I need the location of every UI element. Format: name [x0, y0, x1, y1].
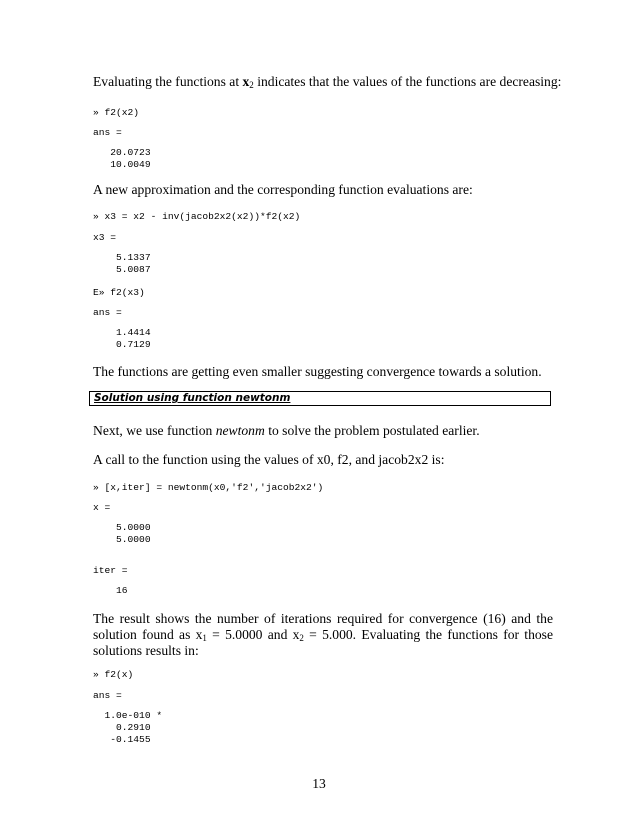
section-heading-box [89, 391, 551, 406]
code-output-values: 5.1337 5.0087 [116, 252, 151, 275]
paragraph-function-call: A call to the function using the values of x0, f2, and jacob2x2 is: [93, 452, 445, 467]
code-output-values: 1.0e-010 * 0.2910 -0.1455 [104, 710, 163, 745]
code-output-label: x3 = [93, 232, 117, 243]
code-command: » x3 = x2 - inv(jacob2x2(x2))*f2(x2) [93, 211, 301, 222]
code-command: E» f2(x3) [93, 287, 145, 298]
paragraph-newtonm-intro [93, 423, 588, 439]
code-output-label: iter = [93, 565, 128, 576]
paragraph-new-approximation: A new approximation and the corresponding function evaluations are: [93, 182, 473, 197]
text-run: to solve the problem postulated earlier. [264, 423, 480, 438]
text-run: = 5.000. Evaluating the functions for those solutions results in: [93, 627, 553, 658]
code-output-label: ans = [93, 127, 122, 138]
text-run: The result shows the number of iterations required for convergence (16) and the solution found as x [93, 611, 553, 642]
code-output-values: 5.0000 5.0000 [116, 522, 151, 545]
code-output-values: 20.0723 10.0049 [110, 147, 151, 170]
code-output-label: ans = [93, 307, 122, 318]
paragraph-convergence: The functions are getting even smaller suggesting convergence towards a solution. [93, 364, 542, 379]
text-run: Evaluating the functions at [93, 74, 243, 89]
code-command: » f2(x2) [93, 107, 140, 118]
code-output-values: 1.4414 0.7129 [116, 327, 151, 350]
function-name: newtonm [215, 423, 265, 438]
subscript: 2 [299, 633, 304, 643]
code-output-label: x = [93, 502, 111, 513]
text-run: = 5.0000 and x [206, 627, 300, 642]
code-output-label: ans = [93, 690, 122, 701]
code-output-values: 16 [93, 585, 128, 596]
paragraph-evaluating-x2 [93, 74, 588, 90]
variable-x: x [242, 74, 250, 89]
text-run: Next, we use function [93, 423, 216, 438]
page-number: 13 [312, 776, 326, 791]
paragraph-result [93, 611, 553, 659]
code-command: » [x,iter] = newtonm(x0,'f2','jacob2x2') [93, 482, 324, 493]
text-run: indicates that the values of the functions are decreasing: [253, 74, 562, 89]
subscript: 2 [249, 80, 254, 90]
code-command: » f2(x) [93, 669, 134, 680]
subscript: 1 [202, 633, 207, 643]
section-heading: Solution using function newtonm [94, 392, 291, 404]
